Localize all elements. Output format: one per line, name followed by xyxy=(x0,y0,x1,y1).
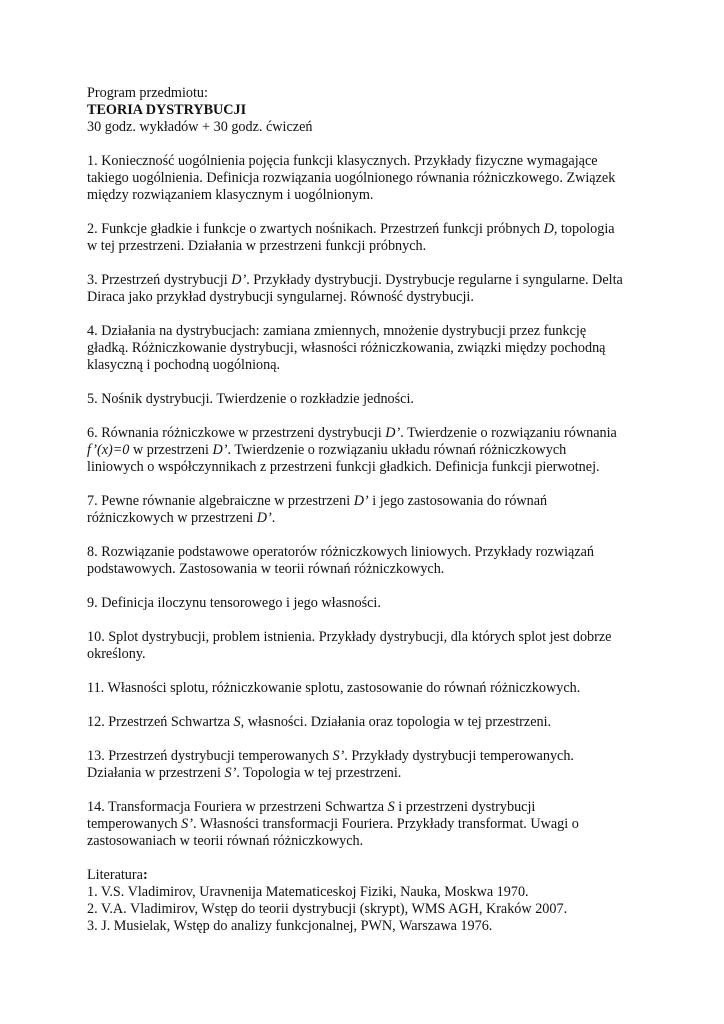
math-symbol: D’ xyxy=(256,510,272,526)
math-symbol: D’ xyxy=(353,493,369,509)
topic-paragraph xyxy=(87,714,647,731)
topic-paragraph xyxy=(87,799,647,850)
topic-line: Działania w przestrzeni S’. Topologia w tej przestrzeni. xyxy=(87,765,402,781)
topic-line: 14. Transformacja Fouriera w przestrzeni Schwartza S i przestrzeni dystrybucji xyxy=(87,799,536,815)
math-symbol: S’ xyxy=(224,765,237,781)
math-symbol: S xyxy=(387,799,395,815)
math-symbol: D’ xyxy=(385,425,401,441)
topic-paragraph xyxy=(87,748,647,782)
topic-paragraph xyxy=(87,323,647,374)
math-symbol: S’ xyxy=(181,816,193,832)
topic-line: 6. Równania różniczkowe w przestrzeni dystrybucji D’. Twierdzenie o rozwiązaniu równania xyxy=(87,425,617,441)
topic-line: 4. Działania na dystrybucjach: zamiana zmiennych, mnożenie dystrybucji przez funkcję xyxy=(87,323,587,339)
course-title: TEORIA DYSTRYBUCJI xyxy=(87,102,247,118)
topic-line: zastosowaniach w teorii równań różniczkowych. xyxy=(87,833,364,849)
program-label: Program przedmiotu: xyxy=(87,85,208,101)
literature-item: 3. J. Musielak, Wstęp do analizy funkcjonalnej, PWN, Warszawa 1976. xyxy=(87,918,493,934)
literature-list xyxy=(87,884,647,935)
topic-line: liniowych o współczynnikach z przestrzeni funkcji gładkich. Definicja funkcji pierwotnej. xyxy=(87,459,600,475)
topic-paragraph xyxy=(87,680,647,697)
topic-line: klasyczną i pochodną uogólnioną. xyxy=(87,357,281,373)
topic-list xyxy=(87,136,647,850)
topic-line: 7. Pewne równanie algebraiczne w przestrzeni D’ i jego zastosowania do równań xyxy=(87,493,548,509)
topic-paragraph xyxy=(87,391,647,408)
topic-line: 8. Rozwiązanie podstawowe operatorów różniczkowych liniowych. Przykłady rozwiązań xyxy=(87,544,595,560)
topic-line: różniczkowych w przestrzeni D’. xyxy=(87,510,276,526)
topic-line: 2. Funkcje gładkie i funkcje o zwartych nośnikach. Przestrzeń funkcji próbnych D, topologia xyxy=(87,221,615,237)
topic-paragraph xyxy=(87,272,647,306)
math-symbol: f’(x)=0 xyxy=(87,442,130,458)
topic-paragraph xyxy=(87,493,647,527)
topic-line: 10. Splot dystrybucji, problem istnienia. Przykłady dystrybucji, dla których splot jest dobrze xyxy=(87,629,612,645)
topic-line: Diraca jako przykład dystrybucji syngularnej. Równość dystrybucji. xyxy=(87,289,474,305)
topic-line: 13. Przestrzeń dystrybucji temperowanych S’. Przykłady dystrybucji temperowanych. xyxy=(87,748,574,764)
topic-line: 11. Własności splotu, różniczkowanie splotu, zastosowanie do równań różniczkowych. xyxy=(87,680,581,696)
topic-paragraph xyxy=(87,595,647,612)
topic-line: między rozwiązaniem klasycznym i uogólnionym. xyxy=(87,187,374,203)
topic-paragraph xyxy=(87,629,647,663)
topic-line: 3. Przestrzeń dystrybucji D’. Przykłady dystrybucji. Dystrybucje regularne i syngularne. Delta xyxy=(87,272,623,288)
math-symbol: S xyxy=(233,714,241,730)
math-symbol: D xyxy=(543,221,554,237)
topic-line: określony. xyxy=(87,646,146,662)
literature-item: 1. V.S. Vladimirov, Uravnenija Matematiceskoj Fiziki, Nauka, Moskwa 1970. xyxy=(87,884,529,900)
course-hours: 30 godz. wykładów + 30 godz. ćwiczeń xyxy=(87,119,313,135)
math-symbol: S’ xyxy=(332,748,345,764)
topic-paragraph xyxy=(87,425,647,476)
topic-line: 12. Przestrzeń Schwartza S, własności. Działania oraz topologia w tej przestrzeni. xyxy=(87,714,552,730)
topic-line: 9. Definicja iloczynu tensorowego i jego własności. xyxy=(87,595,381,611)
topic-line: w tej przestrzeni. Działania w przestrzeni funkcji próbnych. xyxy=(87,238,427,254)
math-symbol: D’ xyxy=(212,442,228,458)
topic-line: 1. Konieczność uogólnienia pojęcia funkcji klasycznych. Przykłady fizyczne wymagające xyxy=(87,153,598,169)
literature-heading: Literatura: xyxy=(87,867,148,883)
literature-item: 2. V.A. Vladimirov, Wstęp do teorii dystrybucji (skrypt), WMS AGH, Kraków 2007. xyxy=(87,901,568,917)
topic-line: podstawowych. Zastosowania w teorii równań różniczkowych. xyxy=(87,561,445,577)
topic-paragraph xyxy=(87,153,647,204)
topic-line: temperowanych S’. Własności transformacji Fouriera. Przykłady transformat. Uwagi o xyxy=(87,816,579,832)
topic-line: f’(x)=0 w przestrzeni D’. Twierdzenie o rozwiązaniu układu równań różniczkowych xyxy=(87,442,567,458)
topic-paragraph xyxy=(87,221,647,255)
document-page xyxy=(87,85,647,935)
topic-line: takiego uogólnienia. Definicja rozwiązania uogólnionego równania różniczkowego. Związek xyxy=(87,170,616,186)
topic-paragraph xyxy=(87,544,647,578)
math-symbol: D’ xyxy=(231,272,247,288)
topic-line: gładką. Różniczkowanie dystrybucji, własności różniczkowania, związki między pochodną xyxy=(87,340,606,356)
topic-line: 5. Nośnik dystrybucji. Twierdzenie o rozkładzie jedności. xyxy=(87,391,414,407)
